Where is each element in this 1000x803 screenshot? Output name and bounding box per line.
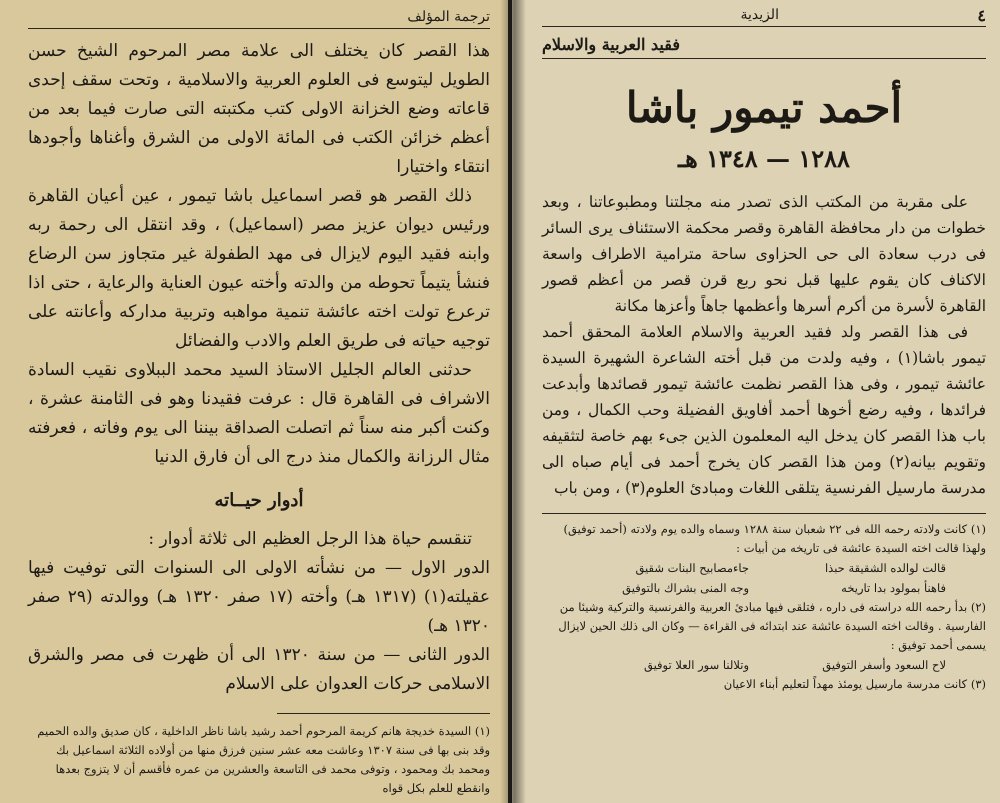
section-paragraph: الدور الاول — من نشأته الاولى الى السنوات التى توفيت فيها عقيلته(١) (١٣١٧ هـ) وأخته (١٧ صفر ١٣٢٠ هـ) ووالدته (٢٩ صفر ١٣٢٠ هـ): [28, 558, 491, 636]
poem-line: لاح السعود وأسفر التوفيق: [822, 658, 946, 672]
left-page-header: [28, 6, 490, 29]
left-paragraph: ذلك القصر هو قصر اسماعيل باشا تيمور ، عين أعيان القاهرة ورئيس ديوان عزيز مصر (اسماعيل) ، وقد انتقل الى رحمة ربه وابنه فقيد اليوم لايزال فى مهد الطفولة غير متجاوز سن الرضاع فنشأ يتيماً تحوطه من والدته وأخته عيون العناية والرعاية ، حتى اذا ترعرع تولت اخته عائشة تنمية مواهبه وتربية مداركه وأعانته على توجيه حياته فى طريق العلم والادب والفضائل: [28, 186, 490, 351]
section-title: أدوار حيــاته: [214, 490, 304, 511]
poem-verses: [542, 558, 986, 598]
poem-line: فاهنأ بمولود بدا تاريخه: [841, 581, 946, 595]
poem-line: وتلالنا سور العلا توفيق: [644, 658, 749, 672]
poem-line: وجه المنى بشراك بالتوفيق: [622, 581, 749, 595]
right-header-title: الزيدية: [740, 7, 779, 23]
left-header-title: ترجمة المؤلف: [407, 9, 490, 25]
right-footnote: (١) كانت ولادته رحمه الله فى ٢٢ شعبان سنة ١٢٨٨ وسماه والده يوم ولادته (أحمد توفيق) ولهذا قالت اخته السيدة عائشة فى تاريخه من أبيات :: [563, 522, 986, 555]
right-page-header: [542, 4, 986, 27]
book-gutter: [500, 0, 526, 803]
right-footnote: (٣) كانت مدرسة مارسيل يومئذ مهداً لتعليم أبناء الاعيان: [723, 677, 986, 691]
kicker-text: فقيد العربية والاسلام: [542, 35, 680, 54]
right-page: [512, 0, 1000, 803]
kicker-heading: [542, 35, 986, 59]
left-paragraph: هذا القصر كان يختلف الى علامة مصر المرحوم الشيخ حسن الطويل ليتوسع فى العلوم العربية والاسلامية ، وتحت سقف إحدى قاعاته وضع الخزانة الاولى كتب مكتبته التى صارت فيما بعد من أعظم خزائن الكتب فى المائة الاولى من الشرق وأغناها وأجودها انتقاء واختيارا: [28, 41, 490, 177]
left-paragraph: حدثنى العالم الجليل الاستاذ السيد محمد الببلاوى نقيب السادة الاشراف فى القاهرة قال : عرفت فقيدنا وهو فى الثامنة عشرة ، وكنت أكبر منه سناً ثم اتصلت الصداقة بيننا الى يوم وفاته ، فعرفته مثال الرزانة والكمال منذ درج الى أن فارق الدنيا: [28, 360, 490, 467]
article-title: أحمد تيمور باشا: [625, 83, 903, 132]
right-body: [542, 189, 986, 501]
article-years: ١٢٨٨ — ١٣٤٨ هـ: [678, 144, 850, 173]
section-paragraph: الدور الثانى — من سنة ١٣٢٠ الى أن ظهرت فى مصر والشرق الاسلامى حركات العدوان على الاسلام: [28, 645, 490, 694]
right-footnotes: [542, 520, 986, 694]
right-paragraph: على مقربة من المكتب الذى تصدر منه مجلتنا ومطبوعاتنا ، وبعد خطوات من دار محافظة القاهرة وقصر محكمة الاستئناف يرى السائر فى درب سعادة الى حى الحزاوى ساحة مترامية الاطراف واسعة الاكناف كان يقوم عليها قبل نحو ربع قرن قصر من أعظم قصور القاهرة لأسرة من أكرم أسرها وأعظمها جاهاً وأعزها مكانة: [542, 193, 986, 315]
right-footnote: (٢) بدأ رحمه الله دراسته فى داره ، فتلقى فيها مبادئ العربية والفرنسية والتركية وشيئا من الفارسية . وقالت اخته السيدة عائشة عند ابتدائه فى القراءة — وكان الى ذلك الحين لايزال يسمى أحمد توفيق :: [558, 600, 986, 652]
left-body: [28, 37, 490, 699]
section-paragraph: تنقسم حياة هذا الرجل العظيم الى ثلاثة أدوار :: [148, 529, 472, 549]
left-footnotes: [28, 722, 490, 798]
left-footnote: (١) السيدة خديجة هانم كريمة المرحوم أحمد رشيد باشا ناظر الداخلية ، كان صديق والده الحميم وقد بنى بها فى سنة ١٣٠٧ وعاشت معه عشر سنين فرزق منها من أولاده الثلاثة اسماعيل بك ومحمد بك ومحمود ، وتوفى محمد فى التاسعة والعشرين من عمره فأقسم أن لا يتزوج بعدها وانقطع للعلم بكل قواه: [37, 724, 490, 795]
poem-line: قالت لوالده الشقيقة حبذا: [824, 561, 946, 575]
page-number: ٤: [977, 5, 986, 25]
right-paragraph: فى هذا القصر ولد فقيد العربية والاسلام العلامة المحقق أحمد تيمور باشا(١) ، وفيه ولدت من قبل أخته الشاعرة الشهيرة السيدة عائشة تيمور ، وفى هذا القصر نظمت عائشة تيمور قصائدها وأبدعت فرائدها ، وفيه رضع أخوها أحمد أفاويق الفضيلة وحب الكمال ، ومن باب هذا القصر كان يدخل اليه المعلمون الذين جىء بهم خاصة لتثقيفه وتقويم بيانه(٢) ومن هذا القصر كان يخرج أحمد فى أيام صباه الى مدرسة مارسيل الفرنسية يتلقى اللغات ومبادئ العلوم(٣) ، ومن باب: [542, 323, 987, 497]
poem-line: جاءمصابيح البنات شقيق: [635, 561, 749, 575]
poem-verses: [542, 655, 986, 675]
footnote-rule: [277, 713, 490, 714]
footnote-rule: [542, 513, 986, 514]
